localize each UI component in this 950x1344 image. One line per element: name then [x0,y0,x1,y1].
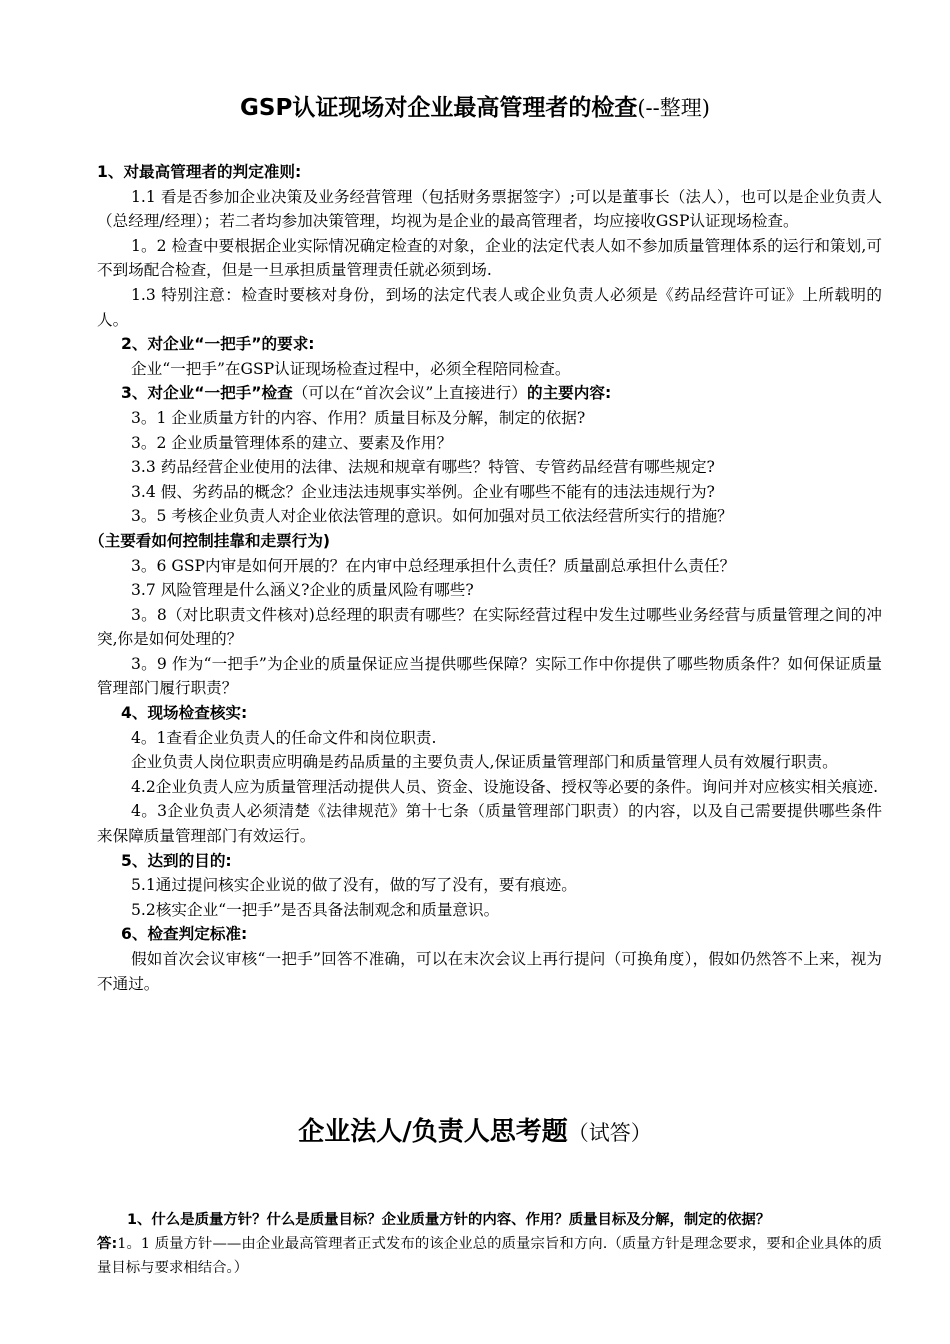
section-5-item-1: 5.1通过提问核实企业说的做了没有，做的写了没有，要有痕迹。 [131,876,577,895]
document-body [89,160,882,996]
section-3-item-1: 3。1 企业质量方针的内容、作用？质量目标及分解，制定的依据? [131,408,586,427]
section-3-item-8: 3。8（对比职责文件核对)总经理的职责有哪些？在实际经营过程中发生过哪些业务经营与质量管理之间的冲突,你是如何处理的？ [97,605,882,649]
section-3-item-2: 3。2 企业质量管理体系的建立、要素及作用？ [131,433,453,452]
section-1-paragraph-3: 1.3 特别注意：检查时要核对身份，到场的法定代表人或企业负责人必须是《药品经营许可证》上所载明的人。 [97,285,882,329]
section-4-item-1-detail: 企业负责人岗位职责应明确是药品质量的主要负责人,保证质量管理部门和质量管理人员有效履行职责。 [131,753,838,772]
answer-label: 答: [97,1236,118,1252]
section-3-heading [97,381,882,406]
section-6-paragraph-1: 假如首次会议审核“一把手”回答不准确，可以在末次会议上再行提问（可换角度），假如仍然答不上来，视为不通过。 [97,950,882,993]
section-3-item-3: 3.3 药品经营企业使用的法律、法规和规章有哪些？特管、专管药品经营有哪些规定? [131,458,715,477]
section-3-heading-a: 3、对企业“一把手”检查 [121,384,293,403]
section-4-item-1: 4。1查看企业负责人的任命文件和岗位职责. [131,728,437,747]
second-title-suffix: （试答） [567,1121,652,1145]
section-3-item-7: 3.7 风险管理是什么涵义?企业的质量风险有哪些? [131,581,474,600]
section-1-heading: 1、对最高管理者的判定准则: [97,163,302,181]
document-title-main: GSP认证现场对企业最高管理者的检查 [240,95,638,121]
document-title-suffix: (--整理) [637,96,710,120]
second-title [0,1114,950,1151]
section-1-paragraph-1: 1.1 看是否参加企业决策及业务经营管理（包括财务票据签字）;可以是董事长（法人），也可以是企业负责人（总经理/经理）；若二者均参加决策管理，均视为是企业的最高管理者，均应接收GSP认证现场检查。 [97,187,882,231]
section-5-heading: 5、达到的目的: [121,851,232,870]
section-3-item-5-note: （主要看如何控制挂靠和走票行为) [89,531,331,550]
section-5-item-2: 5.2核实企业“一把手”是否具备法制观念和质量意识。 [131,900,500,919]
section-3-item-6: 3。6 GSP内审是如何开展的？在内审中总经理承担什么责任？质量副总承担什么责任？ [131,556,736,575]
answer-1-text: 1。1 质量方针——由企业最高管理者正式发布的该企业总的质量宗旨和方向.（质量方针是理念要求，要和企业具体的质量目标与要求相结合。） [97,1236,882,1276]
section-3-heading-c: 的主要内容: [526,384,612,403]
section-2-heading: 2、对企业“一把手”的要求: [121,335,315,354]
section-4-item-3: 4。3企业负责人必须清楚《法律规范》第十七条（质量管理部门职责）的内容，以及自己需要提供哪些条件来保障质量管理部门有效运行。 [97,802,882,846]
section-3-heading-b: （可以在“首次会议”上直接进行） [292,384,527,403]
section-3-item-4: 3.4 假、劣药品的概念？企业违法违规事实举例。企业有哪些不能有的违法违规行为? [131,482,715,501]
section-3-item-9: 3。9 作为“一把手”为企业的质量保证应当提供哪些保障？实际工作中你提供了哪些物质条件？如何保证质量管理部门履行职责？ [97,654,882,698]
section-3-item-5: 3。5 考核企业负责人对企业依法管理的意识。如何加强对员工依法经营所实行的措施？ [131,507,733,526]
section-2-paragraph-1: 企业“一把手”在GSP认证现场检查过程中，必须全程陪同检查。 [131,359,571,378]
section-1-paragraph-2: 1。2 检查中要根据企业实际情况确定检查的对象，企业的法定代表人如不参加质量管理体系的运行和策划,可不到场配合检查，但是一旦承担质量管理责任就必须到场. [97,236,882,280]
answer-1 [97,1232,882,1280]
question-1: 1、什么是质量方针？什么是质量目标？企业质量方针的内容、作用？质量目标及分解，制定的依据？ [127,1212,771,1228]
second-title-main: 企业法人/负责人思考题 [298,1117,568,1147]
section-6-heading: 6、检查判定标准: [121,925,248,944]
qa-section [97,1208,882,1280]
document-title [0,92,950,124]
section-4-heading: 4、现场检查核实: [121,704,248,723]
section-4-item-2: 4.2企业负责人应为质量管理活动提供人员、资金、设施设备、授权等必要的条件。询问并对应核实相关痕迹. [131,777,879,796]
